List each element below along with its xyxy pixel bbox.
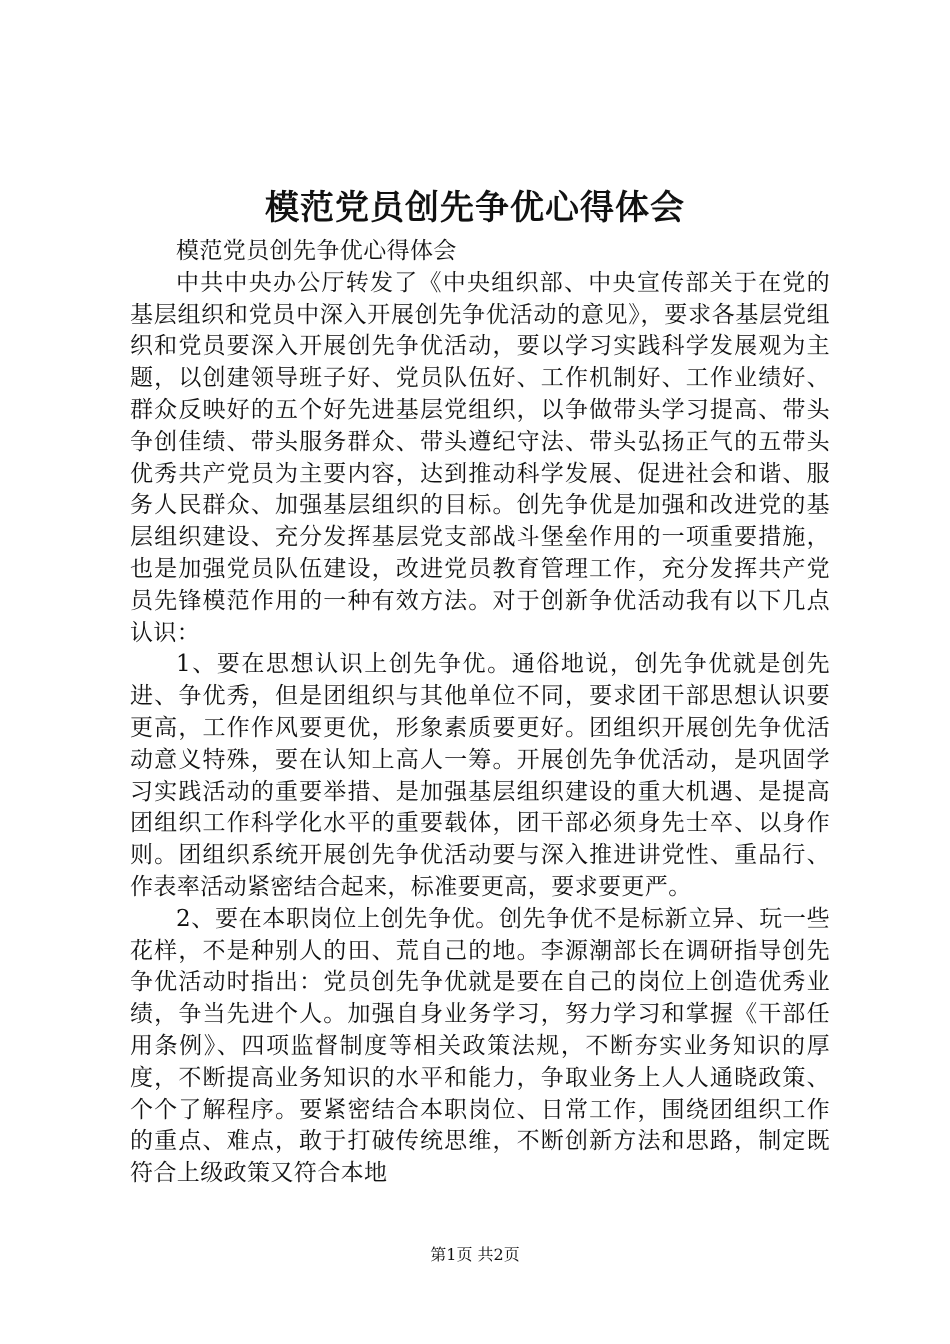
- document-title: 模范党员创先争优心得体会: [265, 188, 685, 228]
- paragraph-point-2: 2、要在本职岗位上创先争优。创先争优不是标新立异、玩一些花样，不是种别人的田、荒自己的地。李源潮部长在调研指导创先争优活动时指出：党员创先争优就是要在自己的岗位上创造优秀业绩，争当先进个人。加强自身业务学习，努力学习和掌握《干部任用条例》、四项监督制度等相关政策法规，不断夯实业务知识的厚度，不断提高业务知识的水平和能力，争取业务上人人通晓政策、个个了解程序。要紧密结合本职岗位、日常工作，围绕团组织工作的重点、难点，敢于打破传统思维，不断创新方法和思路，制定既符合上级政策又符合本地: [130, 905, 830, 1187]
- paragraph-point-1: 1、要在思想认识上创先争优。通俗地说，创先争优就是创先进、争优秀，但是团组织与其他单位不同，要求团干部思想认识要更高，工作作风要更优，形象素质要更好。团组织开展创先争优活动意义特殊，要在认知上高人一筹。开展创先争优活动，是巩固学习实践活动的重要举措、是加强基层组织建设的重大机遇、是提高团组织工作科学化水平的重要载体，团干部必须身先士卒、以身作则。团组织系统开展创先争优活动要与深入推进讲党性、重品行、作表率活动紧密结合起来，标准要更高，要求要更严。: [130, 651, 830, 900]
- document-subtitle: 模范党员创先争优心得体会: [176, 238, 457, 264]
- paragraph-intro: 中共中央办公厅转发了《中央组织部、中央宣传部关于在党的基层组织和党员中深入开展创先争优活动的意见》，要求各基层党组织和党员要深入开展创先争优活动，要以学习实践科学发展观为主题，以创建领导班子好、党员队伍好、工作机制好、工作业绩好、群众反映好的五个好先进基层党组织，以争做带头学习提高、带头争创佳绩、带头服务群众、带头遵纪守法、带头弘扬正气的五带头优秀共产党员为主要内容，达到推动科学发展、促进社会和谐、服务人民群众、加强基层组织的目标。创先争优是加强和改进党的基层组织建设、充分发挥基层党支部战斗堡垒作用的一项重要措施，也是加强党员队伍建设，改进党员教育管理工作，充分发挥共产党员先锋模范作用的一种有效方法。对于创新争优活动我有以下几点认识：: [130, 269, 830, 646]
- page-footer: 第1页 共2页: [430, 1245, 520, 1264]
- document-body: [130, 236, 830, 1190]
